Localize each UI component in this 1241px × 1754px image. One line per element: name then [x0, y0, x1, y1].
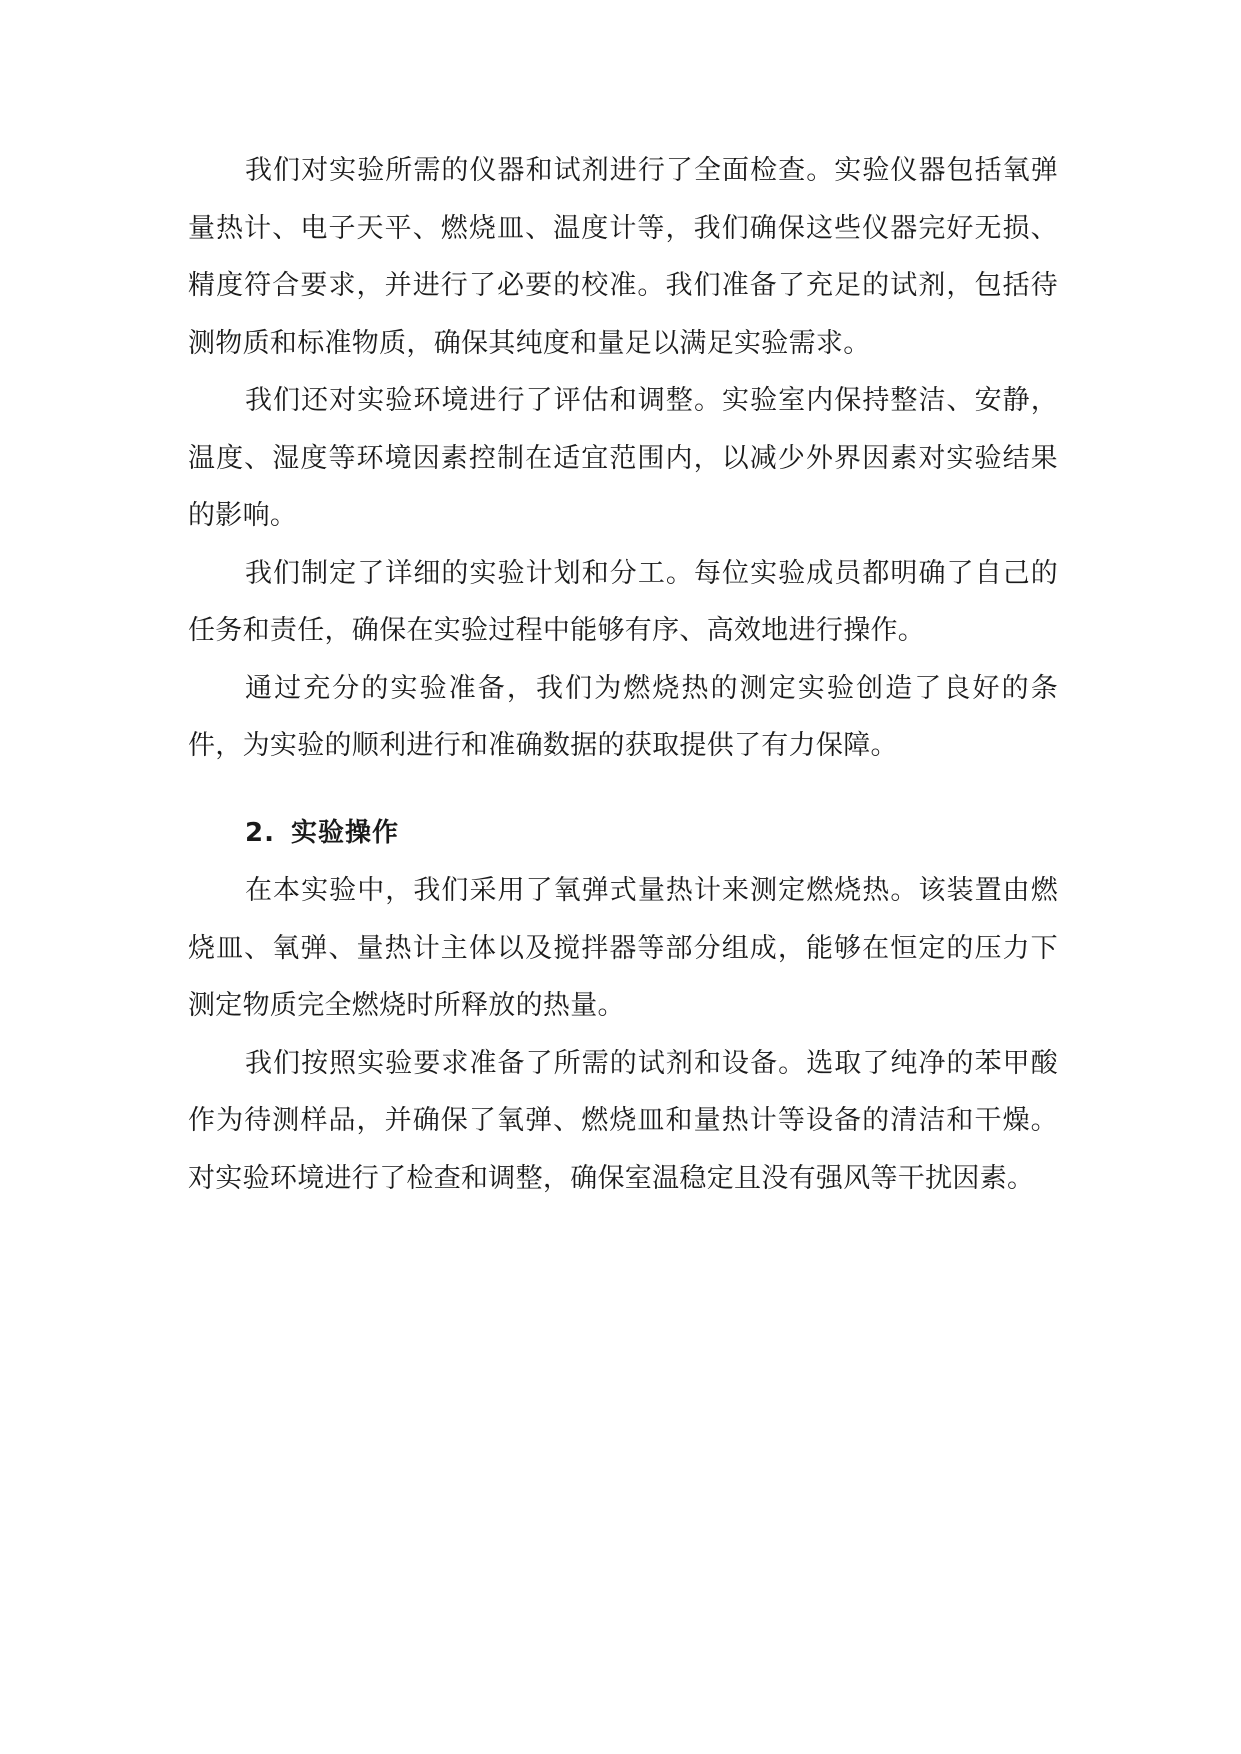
section-heading — [188, 805, 1058, 863]
section-number: 2. — [245, 817, 275, 848]
section-title: 实验操作 — [290, 817, 399, 848]
paragraph: 我们对实验所需的仪器和试剂进行了全面检查。实验仪器包括氧弹量热计、电子天平、燃烧皿、温度计等，我们确保这些仪器完好无损、精度符合要求，并进行了必要的校准。我们准备了充足的试剂，包括待测物质和标准物质，确保其纯度和量足以满足实验需求。 — [188, 155, 1058, 359]
paragraph: 我们还对实验环境进行了评估和调整。实验室内保持整洁、安静，温度、湿度等环境因素控制在适宜范围内，以减少外界因素对实验结果的影响。 — [188, 385, 1058, 531]
paragraph: 在本实验中，我们采用了氧弹式量热计来测定燃烧热。该装置由燃烧皿、氧弹、量热计主体以及搅拌器等部分组成，能够在恒定的压力下测定物质完全燃烧时所释放的热量。 — [188, 875, 1058, 1021]
paragraph: 通过充分的实验准备，我们为燃烧热的测定实验创造了良好的条件，为实验的顺利进行和准确数据的获取提供了有力保障。 — [188, 672, 1058, 761]
document-page — [188, 142, 1058, 1207]
paragraph: 我们按照实验要求准备了所需的试剂和设备。选取了纯净的苯甲酸作为待测样品，并确保了氧弹、燃烧皿和量热计等设备的清洁和干燥。对实验环境进行了检查和调整，确保室温稳定且没有强风等干扰因素。 — [188, 1047, 1058, 1194]
paragraph: 我们制定了详细的实验计划和分工。每位实验成员都明确了自己的任务和责任，确保在实验过程中能够有序、高效地进行操作。 — [188, 557, 1058, 646]
section-spacer — [188, 775, 1058, 805]
